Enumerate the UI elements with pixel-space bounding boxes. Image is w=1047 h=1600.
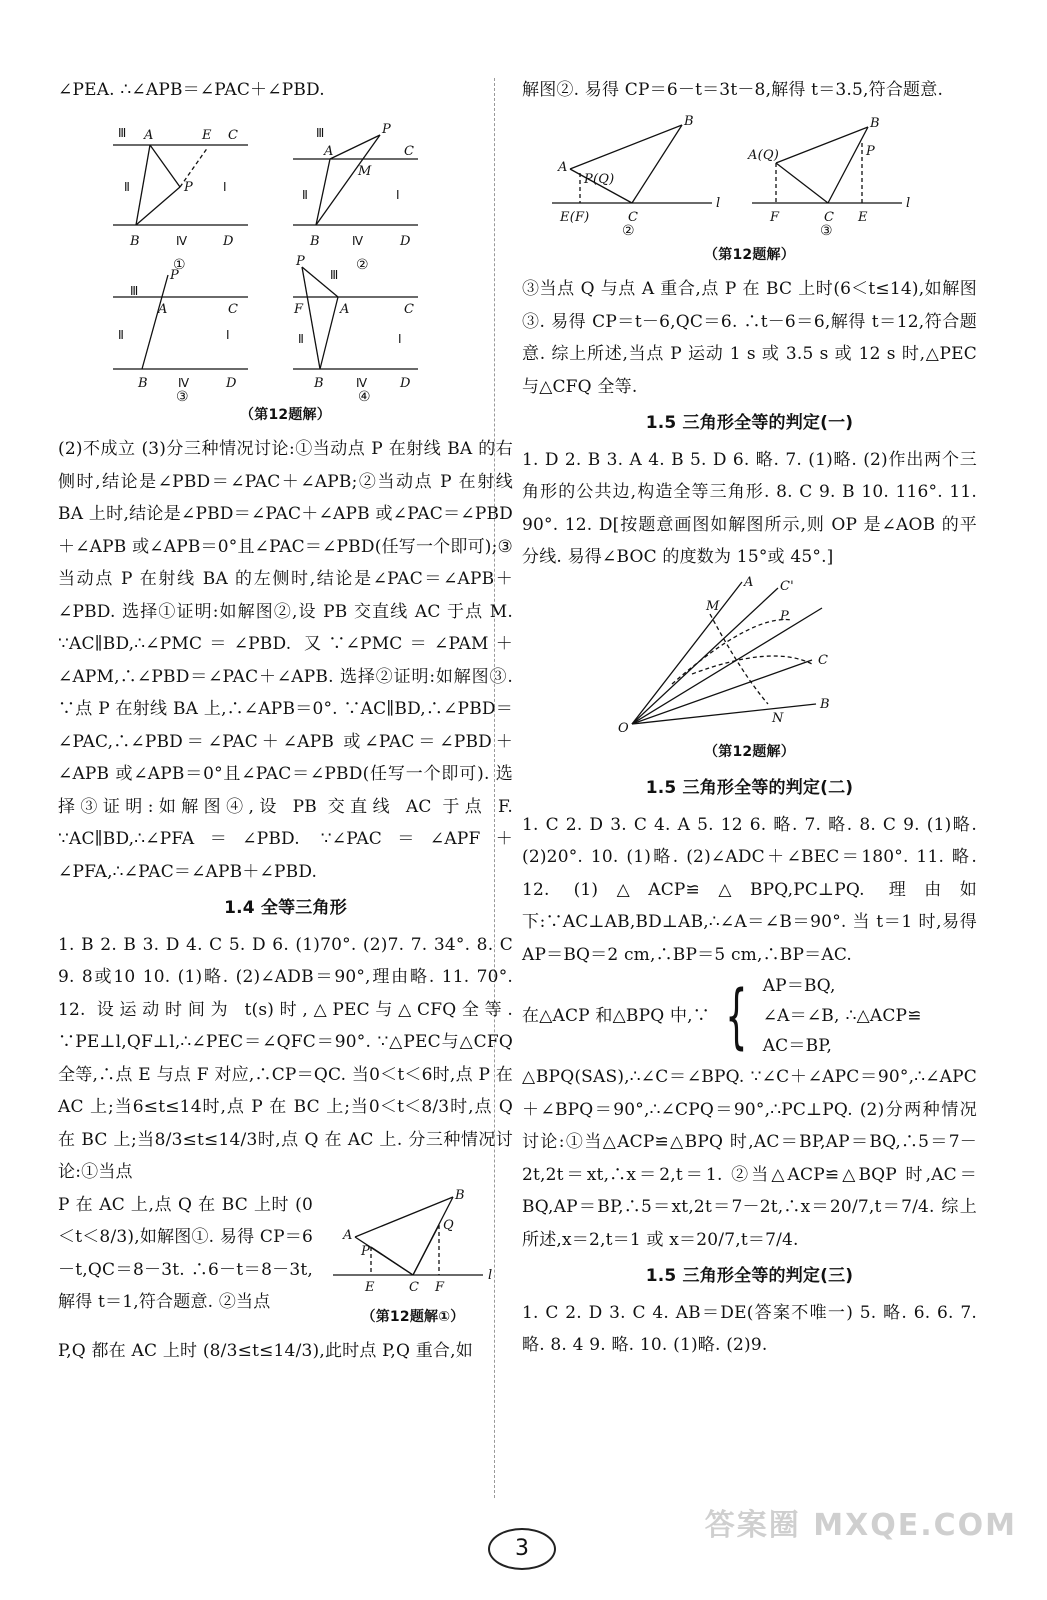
section-title-1-5-one: 1.5 三角形全等的判定(一): [645, 413, 854, 433]
svg-text:l: l: [906, 195, 911, 211]
figure-1: [113, 145, 248, 225]
figure-4-label: ④: [358, 388, 371, 405]
svg-text:③: ③: [820, 222, 833, 237]
svg-text:B: B: [455, 1188, 465, 1203]
svg-text:Ⅰ: Ⅰ: [398, 331, 402, 346]
svg-text:Ⅲ: Ⅲ: [118, 125, 127, 140]
page-number: 3: [488, 1528, 556, 1570]
watermark: 答案圈 MXQE.COM: [704, 1508, 1017, 1543]
figure-12-angle-bisector: [522, 574, 977, 734]
svg-text:B: B: [310, 233, 320, 249]
svg-text:C: C: [824, 209, 835, 225]
svg-text:A: A: [158, 301, 168, 317]
section-title-1-5-three: 1.5 三角形全等的判定(三): [645, 1266, 854, 1286]
svg-text:②: ②: [622, 222, 635, 237]
svg-text:C: C: [228, 301, 239, 317]
svg-text:P: P: [382, 121, 391, 137]
figure-12-solution-2-3: [522, 107, 977, 237]
svg-text:D: D: [400, 375, 411, 391]
left-brace: {: [725, 975, 748, 1057]
svg-text:E: E: [858, 209, 868, 225]
svg-text:Ⅰ: Ⅰ: [226, 327, 230, 342]
svg-text:A: A: [744, 574, 754, 590]
svg-text:F: F: [435, 1279, 445, 1295]
svg-text:P: P: [184, 179, 193, 195]
svg-text:C: C: [228, 127, 239, 143]
svg-text:A: A: [144, 127, 154, 143]
svg-text:Ⅱ: Ⅱ: [302, 187, 309, 202]
brace-line-3: AC＝BP,: [762, 1036, 833, 1056]
brace-prefix: 在△ACP 和△BPQ 中,∵: [522, 1005, 710, 1026]
left-paragraph-14c: P,Q 都在 AC 上时 (8/3≤t≤14/3),此时点 P,Q 重合,如: [58, 1341, 473, 1361]
svg-text:Ⅱ: Ⅱ: [124, 179, 131, 194]
svg-text:P: P: [866, 143, 875, 159]
svg-text:B: B: [130, 233, 140, 249]
svg-text:B: B: [138, 375, 148, 391]
svg-text:Ⅰ: Ⅰ: [223, 179, 227, 194]
svg-text:Q: Q: [443, 1217, 454, 1233]
svg-text:P: P: [361, 1243, 370, 1259]
svg-text:B: B: [870, 115, 880, 131]
svg-text:A: A: [343, 1227, 353, 1243]
right-paragraph-15b: 1. C 2. D 3. C 4. A 5. 12 6. 略. 7. 略. 8. C 9. (1)略. (2)20°. 10. (1)略. (2)∠ADC＋∠BEC＝180°. 11. 略. 12. (1)△ACP≌△BPQ,PC⊥PQ. 理由如下:∵AC⊥AB,BD⊥AB,∴∠A＝∠B＝90°. 当 t＝1 时,易得 AP＝BQ＝2 cm,∴BP＝5 cm,∴BP＝AC.: [522, 814, 977, 965]
svg-text:D: D: [226, 375, 237, 391]
brace-suffix: ∴△ACP≌: [845, 1005, 922, 1026]
svg-text:C: C: [409, 1279, 420, 1295]
left-figure-caption-1: （第12题解）: [240, 406, 331, 423]
svg-text:C: C: [628, 209, 639, 225]
svg-text:Ⅲ: Ⅲ: [316, 125, 325, 140]
svg-text:Ⅳ: Ⅳ: [178, 375, 190, 390]
brace-system: [522, 971, 977, 1061]
section-title-1-5-two: 1.5 三角形全等的判定(二): [645, 778, 854, 798]
svg-text:Ⅲ: Ⅲ: [330, 267, 339, 282]
right-paragraph-3: ③当点 Q 与点 A 重合,点 P 在 BC 上时(6＜t≤14),如解图③. 易得 CP＝t－6,QC＝6. ∴t－6＝6,解得 t＝12,符合题意. 综上所述,当点 P 运动 1 s 或 3.5 s 或 12 s 时,△PEC 与△CFQ 全等.: [522, 279, 977, 397]
svg-text:P: P: [170, 267, 179, 283]
svg-text:l: l: [488, 1267, 493, 1283]
right-paragraph-15c: 1. C 2. D 3. C 4. AB＝DE(答案不唯一) 5. 略. 6. 6. 7. 略. 8. 4 9. 略. 10. (1)略. (2)9.: [522, 1302, 977, 1355]
svg-text:M: M: [706, 598, 720, 614]
figure-4: [293, 267, 418, 369]
left-paragraph-14b: P 在 AC 上,点 Q 在 BC 上时 (0＜t＜8/3),如解图①. 易得 CP＝6－t,QC＝8－3t. ∴6－t＝8－3t,解得 t＝1,符合题意. ②当点: [58, 1194, 313, 1312]
svg-text:E: E: [365, 1279, 375, 1295]
svg-text:D: D: [400, 233, 411, 249]
left-figure-caption-2: （第12题解①）: [361, 1308, 465, 1325]
left-top-line: ∠PEA. ∴∠APB＝∠PAC＋∠PBD.: [58, 80, 325, 100]
section-title-1-4: 1.4 全等三角形: [224, 898, 347, 918]
svg-text:F: F: [770, 209, 780, 225]
svg-text:Ⅳ: Ⅳ: [356, 375, 368, 390]
svg-text:l: l: [716, 195, 721, 211]
svg-text:Ⅳ: Ⅳ: [352, 233, 364, 248]
right-paragraph-top: 解图②. 易得 CP＝6－t＝3t－8,解得 t＝3.5,符合题意.: [522, 80, 944, 100]
svg-text:A: A: [324, 143, 334, 159]
right-paragraph-15b2: △BPQ(SAS),∴∠C＝∠BPQ. ∵∠C＋∠APC＝90°,∴∠APC＋∠BPQ＝90°,∴∠CPQ＝90°,∴PC⊥PQ. (2)分两种情况讨论:①当△ACP≌△BPQ 时,AC＝BP,AP＝BQ,∴5＝7－2t,2t＝xt,∴x＝2,t＝1. ②当△ACP≌△BQP 时,AC＝BQ,AP＝BP,∴5＝xt,2t＝7－2t,∴x＝20/7,t＝7/4. 综上所述,x＝2,t＝1 或 x＝20/7,t＝7/4.: [522, 1067, 977, 1250]
svg-text:E: E: [202, 127, 212, 143]
figure-12-parallel-lines: [58, 107, 513, 397]
left-column: [58, 74, 513, 1368]
brace-line-1: AP＝BQ,: [762, 976, 836, 996]
svg-text:P: P: [296, 253, 305, 269]
svg-text:Ⅱ: Ⅱ: [298, 331, 305, 346]
svg-text:A(Q): A(Q): [748, 147, 779, 163]
svg-text:C': C': [780, 578, 794, 594]
svg-text:E(F): E(F): [560, 209, 590, 225]
svg-text:Ⅰ: Ⅰ: [396, 187, 400, 202]
svg-text:M: M: [358, 163, 372, 179]
svg-text:B: B: [314, 375, 324, 391]
svg-text:N: N: [772, 710, 784, 726]
brace-line-2: ∠A＝∠B,: [762, 1006, 840, 1026]
svg-text:D: D: [223, 233, 234, 249]
left-figure-row: [58, 1189, 513, 1336]
svg-text:A: A: [340, 301, 350, 317]
right-column: [522, 74, 977, 1362]
right-figure-caption-2: （第12题解）: [704, 743, 795, 760]
svg-text:B: B: [684, 113, 694, 129]
svg-text:C: C: [818, 652, 829, 668]
left-paragraph-1: (2)不成立 (3)分三种情况讨论:①当动点 P 在射线 BA 的右侧时,结论是∠PBD＝∠PAC＋∠APB;②当动点 P 在射线 BA 上时,结论是∠PBD＝∠PAC＋∠APB 或∠PAC＝∠PBD＋∠APB 或∠APB＝0°且∠PAC＝∠PBD(任写一个即可);③当动点 P 在射线 BA 的左侧时,结论是∠PAC＝∠APB＋∠PBD. 选择①证明:如解图②,设 PB 交直线 AC 于点 M. ∵AC∥BD,∴∠PMC＝∠PBD. 又∵∠PMC＝∠PAM＋∠APM,∴∠PBD＝∠PAC＋∠APB. 选择②证明:如解图③. ∵点 P 在射线 BA 上,∴∠APB＝0°. ∵AC∥BD,∴∠PBD＝∠PAC,∴∠PBD＝∠PAC＋∠APB 或∠PAC＝∠PBD＋∠APB 或∠APB＝0°且∠PAC＝∠PBD(任写一个即可). 选择③证明:如解图④,设 PB 交直线 AC 于点 F. ∵AC∥BD,∴∠PFA＝∠PBD. ∵∠PAC＝∠APF＋∠PFA,∴∠PAC＝∠APB＋∠PBD.: [58, 439, 513, 882]
right-paragraph-15a: 1. D 2. B 3. A 4. B 5. D 6. 略. 7. (1)略. (2)作出两个三角形的公共边,构造全等三角形. 8. C 9. B 10. 116°. 11. 90°. 12. D[按题意画图如解图所示,则 OP 是∠AOB 的平分线. 易得∠BOC 的度数为 15°或 45°.]: [522, 449, 977, 567]
figure-3-label: ③: [176, 388, 189, 405]
svg-text:Ⅳ: Ⅳ: [176, 233, 188, 248]
svg-text:C: C: [404, 301, 415, 317]
figure-12-solution-1: [313, 1189, 513, 1299]
svg-text:B: B: [820, 696, 830, 712]
svg-text:Ⅲ: Ⅲ: [130, 283, 139, 298]
svg-text:C: C: [404, 143, 415, 159]
svg-text:②: ②: [356, 256, 369, 273]
svg-text:O: O: [618, 720, 629, 734]
svg-text:①: ①: [173, 256, 186, 273]
svg-text:F: F: [294, 301, 304, 317]
svg-text:P: P: [780, 608, 789, 624]
left-paragraph-14a: 1. B 2. B 3. D 4. C 5. D 6. (1)70°. (2)7. 7. 34°. 8. C 9. 8或10 10. (1)略. (2)∠ADB＝90°,理由略. 11. 70°. 12. 设运动时间为 t(s)时,△PEC与△CFQ全等. ∵PE⊥l,QF⊥l,∴∠PEC＝∠QFC＝90°. ∵△PEC与△CFQ全等,∴点 E 与点 F 对应,∴CP＝QC. 当0＜t＜6时,点 P 在 AC 上;当6≤t≤14时,点 P 在 BC 上;当0＜t＜8/3时,点 Q 在 BC 上;当8/3≤t≤14/3时,点 Q 在 AC 上. 分三种情况讨论:①当点: [58, 934, 513, 1182]
brace-lines: [763, 971, 840, 1061]
svg-text:A: A: [558, 159, 568, 175]
svg-text:P(Q): P(Q): [584, 171, 615, 187]
right-figure-caption-1: （第12题解）: [704, 246, 795, 263]
svg-text:Ⅱ: Ⅱ: [118, 327, 125, 342]
figure-2: [293, 135, 418, 225]
